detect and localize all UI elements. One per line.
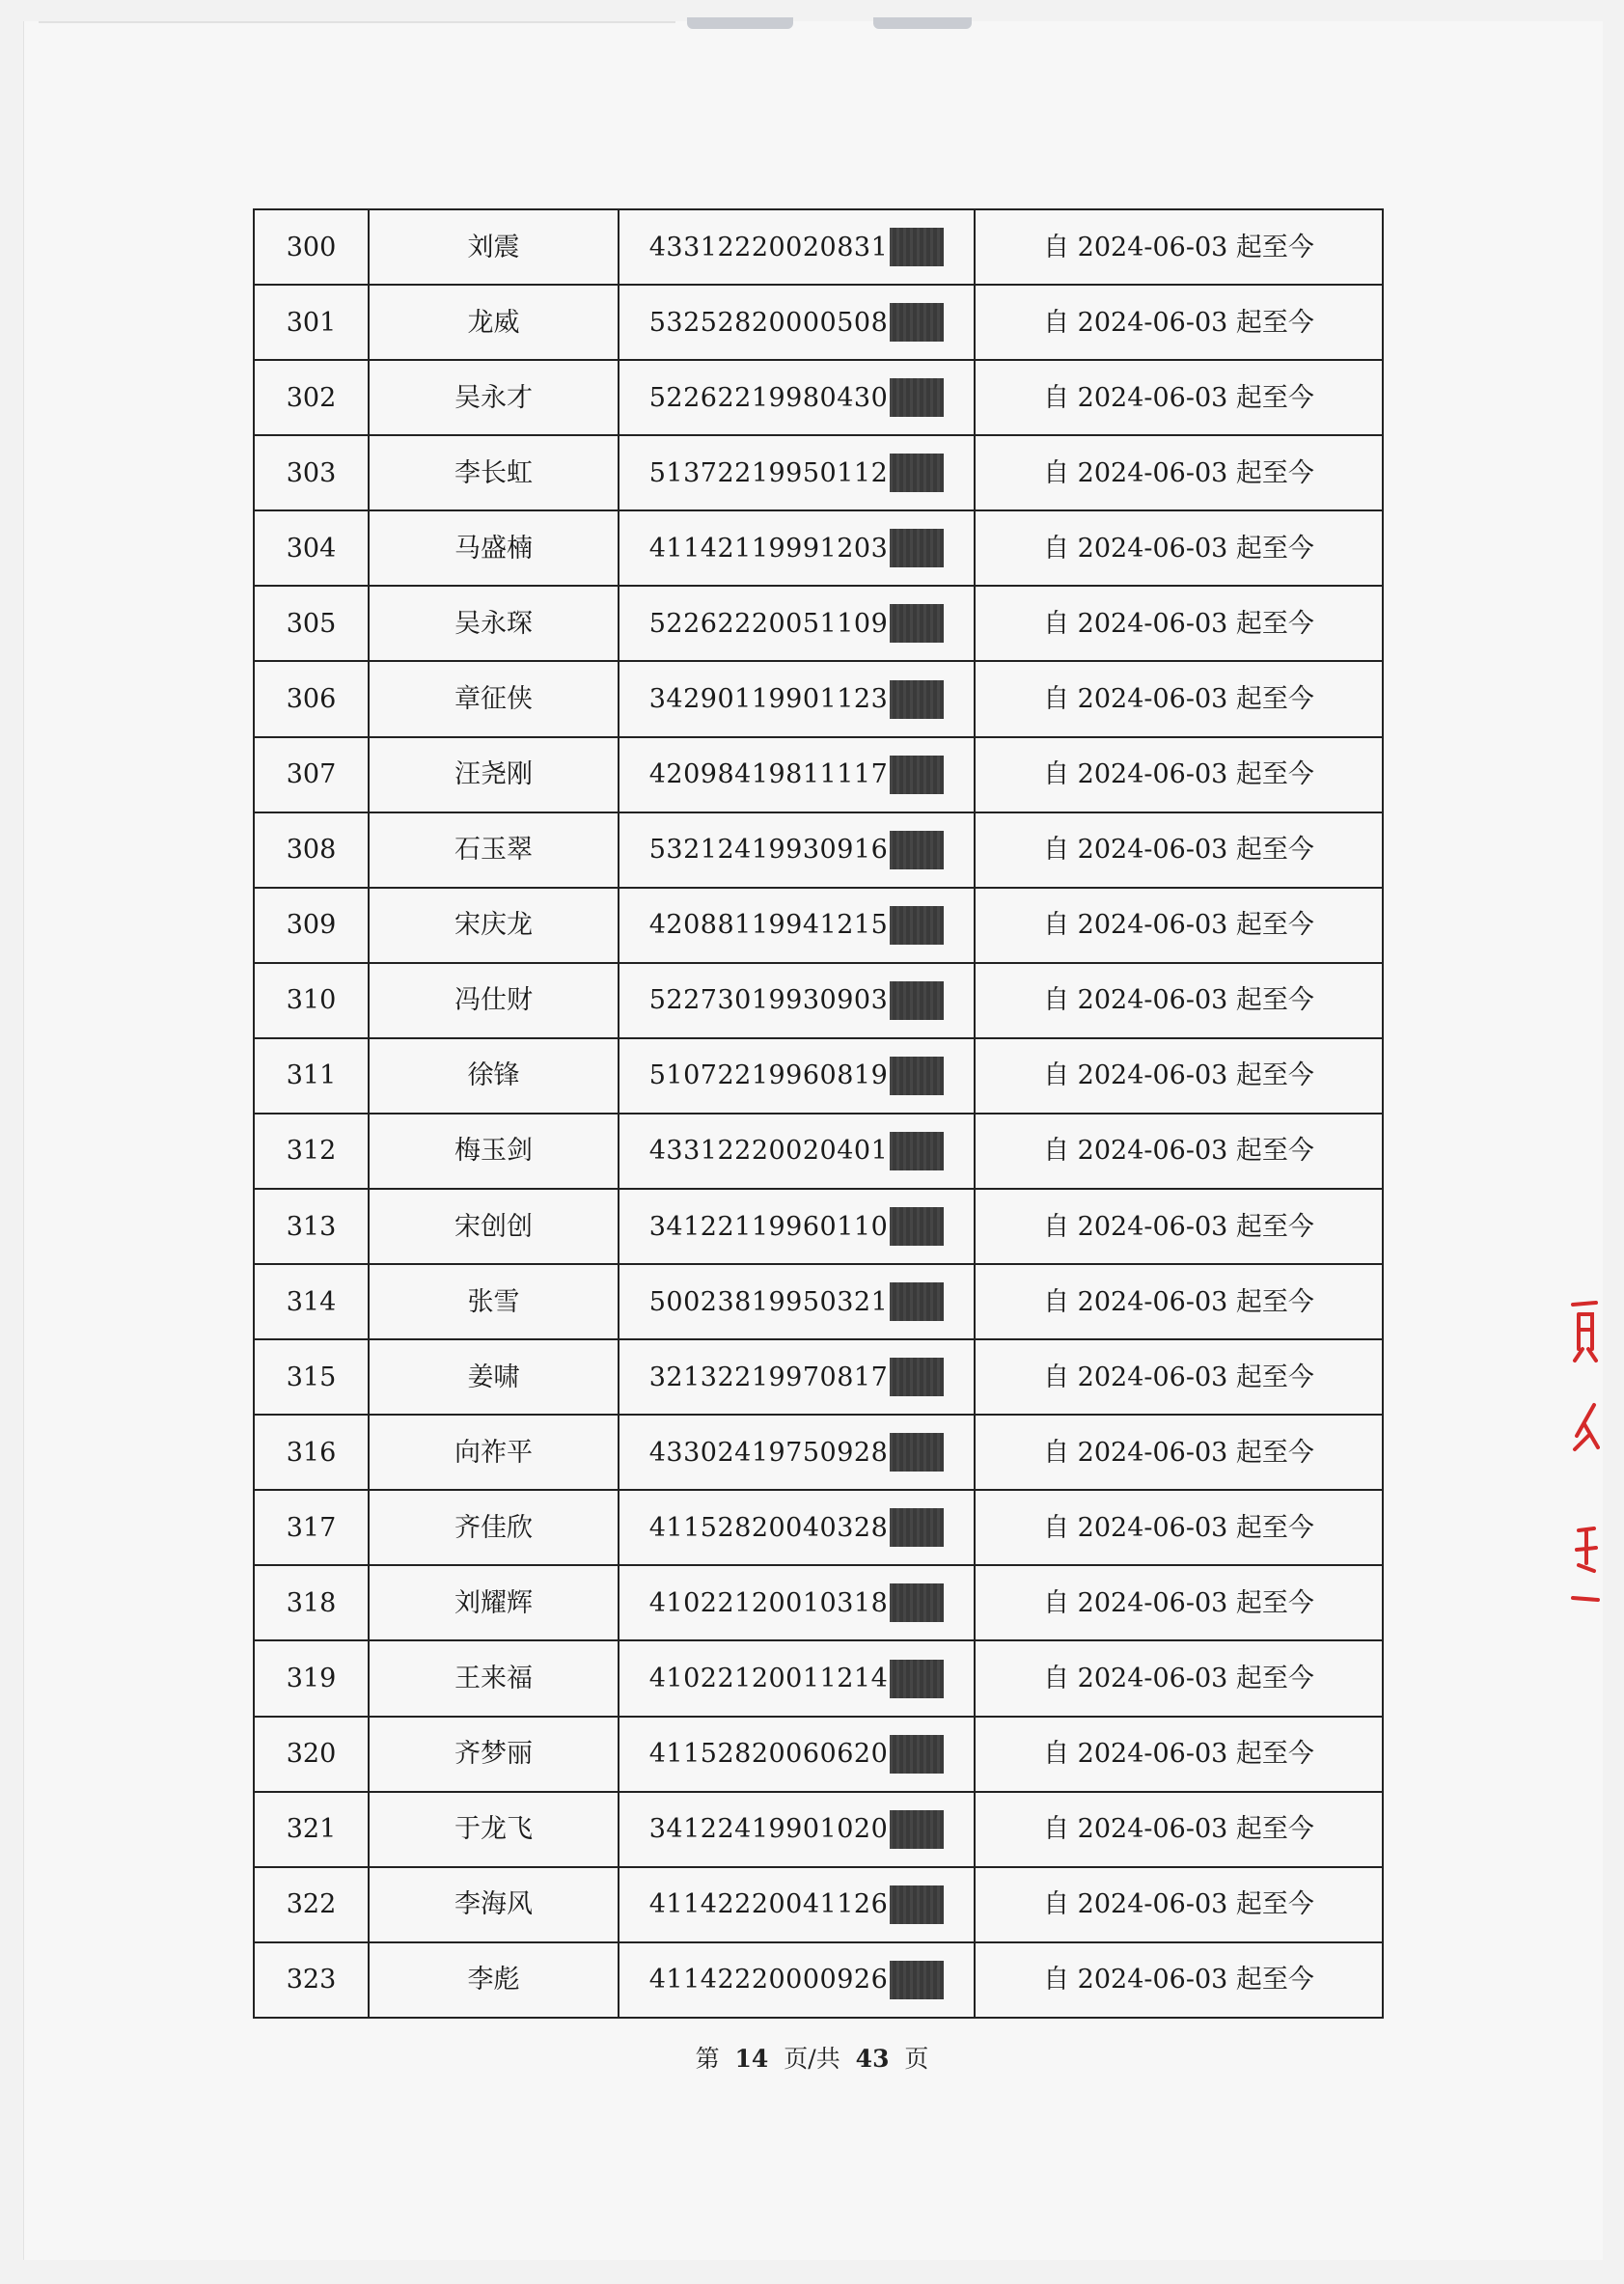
term-cell: 自 2024-06-03 起至今 (975, 1038, 1383, 1114)
term-cell: 自 2024-06-03 起至今 (975, 1339, 1383, 1415)
table-row (254, 963, 1383, 1038)
table-row (254, 737, 1383, 812)
table-row (254, 1114, 1383, 1189)
row-index-cell: 319 (254, 1640, 369, 1716)
table-row (254, 510, 1383, 586)
id-number-text: 52262220051109 (648, 608, 889, 639)
id-number-text: 32132219970817 (648, 1362, 889, 1392)
row-index-cell: 302 (254, 360, 369, 435)
id-number-cell (619, 1038, 975, 1114)
term-cell: 自 2024-06-03 起至今 (975, 1114, 1383, 1189)
id-number-cell (619, 510, 975, 586)
scan-mark (687, 17, 793, 29)
person-name-cell: 向祚平 (369, 1415, 619, 1490)
id-number-cell (619, 285, 975, 360)
person-name-cell: 冯仕财 (369, 963, 619, 1038)
id-number-text: 34122419901020 (648, 1814, 889, 1845)
id-number-text: 50023819950321 (648, 1286, 889, 1317)
redaction-block (890, 604, 944, 643)
person-name-cell: 吴永琛 (369, 586, 619, 661)
person-name-cell: 齐佳欣 (369, 1490, 619, 1565)
row-index-cell: 317 (254, 1490, 369, 1565)
person-name-cell: 马盛楠 (369, 510, 619, 586)
id-number-text: 41152820040328 (648, 1512, 889, 1543)
person-name-cell: 刘震 (369, 209, 619, 285)
table-row (254, 1792, 1383, 1867)
table-row (254, 1415, 1383, 1490)
row-index-cell: 300 (254, 209, 369, 285)
term-cell: 自 2024-06-03 起至今 (975, 1565, 1383, 1640)
redaction-block (890, 1057, 944, 1095)
redaction-block (890, 680, 944, 719)
redaction-block (890, 1660, 944, 1698)
id-number-text: 52273019930903 (648, 985, 889, 1016)
person-name-cell: 徐锋 (369, 1038, 619, 1114)
id-number-cell (619, 661, 975, 736)
id-number-cell (619, 209, 975, 285)
row-index-cell: 314 (254, 1264, 369, 1339)
redaction-block (890, 1207, 944, 1246)
term-cell: 自 2024-06-03 起至今 (975, 1867, 1383, 1942)
redaction-block (890, 981, 944, 1020)
roster-table-body (254, 209, 1383, 2018)
total-page-count: 43 (855, 2045, 890, 2073)
row-index-cell: 322 (254, 1867, 369, 1942)
id-number-text: 52262219980430 (648, 382, 889, 413)
id-number-cell (619, 1792, 975, 1867)
id-number-cell (619, 812, 975, 888)
redaction-block (890, 1282, 944, 1321)
term-cell: 自 2024-06-03 起至今 (975, 360, 1383, 435)
id-number-cell (619, 888, 975, 963)
redaction-block (890, 378, 944, 417)
redaction-block (890, 1132, 944, 1170)
id-number-text: 43312220020401 (648, 1136, 889, 1167)
term-cell: 自 2024-06-03 起至今 (975, 963, 1383, 1038)
person-name-cell: 李长虹 (369, 435, 619, 510)
id-number-cell (619, 586, 975, 661)
person-name-cell: 于龙飞 (369, 1792, 619, 1867)
person-name-cell: 梅玉剑 (369, 1114, 619, 1189)
id-number-cell (619, 963, 975, 1038)
id-number-text: 43312220020831 (648, 232, 889, 262)
seal-stamp-icon (1571, 1291, 1600, 1619)
id-number-text: 34290119901123 (648, 684, 889, 714)
id-number-text: 42088119941215 (648, 910, 889, 941)
table-row (254, 285, 1383, 360)
row-index-cell: 323 (254, 1942, 369, 2018)
id-number-cell (619, 1565, 975, 1640)
id-number-text: 53212419930916 (648, 835, 889, 866)
id-number-cell (619, 1189, 975, 1264)
table-row (254, 812, 1383, 888)
table-row (254, 1867, 1383, 1942)
current-page-number: 14 (734, 2045, 769, 2073)
term-cell: 自 2024-06-03 起至今 (975, 661, 1383, 736)
footer-suffix: 页 (904, 2045, 929, 2073)
table-row (254, 1189, 1383, 1264)
term-cell: 自 2024-06-03 起至今 (975, 209, 1383, 285)
footer-prefix: 第 (695, 2045, 720, 2073)
term-cell: 自 2024-06-03 起至今 (975, 737, 1383, 812)
table-row (254, 1565, 1383, 1640)
person-name-cell: 章征侠 (369, 661, 619, 736)
redaction-block (890, 228, 944, 266)
table-row (254, 360, 1383, 435)
redaction-block (890, 529, 944, 567)
row-index-cell: 301 (254, 285, 369, 360)
redaction-block (890, 906, 944, 945)
term-cell: 自 2024-06-03 起至今 (975, 888, 1383, 963)
term-cell: 自 2024-06-03 起至今 (975, 1640, 1383, 1716)
term-cell: 自 2024-06-03 起至今 (975, 812, 1383, 888)
id-number-text: 41142119991203 (648, 533, 889, 564)
row-index-cell: 305 (254, 586, 369, 661)
person-name-cell: 刘耀辉 (369, 1565, 619, 1640)
person-name-cell: 汪尧刚 (369, 737, 619, 812)
table-row (254, 1339, 1383, 1415)
id-number-cell (619, 1717, 975, 1792)
id-number-text: 41022120011214 (648, 1664, 889, 1694)
row-index-cell: 308 (254, 812, 369, 888)
row-index-cell: 310 (254, 963, 369, 1038)
redaction-block (890, 454, 944, 492)
row-index-cell: 312 (254, 1114, 369, 1189)
redaction-block (890, 831, 944, 869)
id-number-cell (619, 1942, 975, 2018)
redaction-block (890, 1508, 944, 1547)
id-number-cell (619, 1867, 975, 1942)
term-cell: 自 2024-06-03 起至今 (975, 1490, 1383, 1565)
row-index-cell: 311 (254, 1038, 369, 1114)
table-row (254, 586, 1383, 661)
id-number-text: 41152820060620 (648, 1739, 889, 1770)
person-name-cell: 宋创创 (369, 1189, 619, 1264)
redaction-block (890, 1810, 944, 1849)
id-number-cell (619, 1264, 975, 1339)
table-row (254, 209, 1383, 285)
row-index-cell: 316 (254, 1415, 369, 1490)
person-name-cell: 宋庆龙 (369, 888, 619, 963)
row-index-cell: 306 (254, 661, 369, 736)
person-name-cell: 龙威 (369, 285, 619, 360)
id-number-cell (619, 1490, 975, 1565)
table-row (254, 661, 1383, 736)
term-cell: 自 2024-06-03 起至今 (975, 1942, 1383, 2018)
redaction-block (890, 756, 944, 794)
person-name-cell: 石玉翠 (369, 812, 619, 888)
term-cell: 自 2024-06-03 起至今 (975, 1264, 1383, 1339)
table-row (254, 1264, 1383, 1339)
id-number-text: 53252820000508 (648, 307, 889, 338)
person-name-cell: 齐梦丽 (369, 1717, 619, 1792)
row-index-cell: 304 (254, 510, 369, 586)
table-row (254, 1717, 1383, 1792)
footer-middle: 页/共 (784, 2045, 840, 2073)
term-cell: 自 2024-06-03 起至今 (975, 586, 1383, 661)
redaction-block (890, 1583, 944, 1622)
term-cell: 自 2024-06-03 起至今 (975, 435, 1383, 510)
row-index-cell: 315 (254, 1339, 369, 1415)
id-number-text: 51072219960819 (648, 1060, 889, 1091)
table-row (254, 888, 1383, 963)
roster-table (253, 208, 1384, 2019)
id-number-text: 51372219950112 (648, 457, 889, 488)
person-name-cell: 王来福 (369, 1640, 619, 1716)
term-cell: 自 2024-06-03 起至今 (975, 1415, 1383, 1490)
id-number-cell (619, 1415, 975, 1490)
row-index-cell: 307 (254, 737, 369, 812)
id-number-text: 41142220000926 (648, 1965, 889, 1995)
row-index-cell: 303 (254, 435, 369, 510)
redaction-block (890, 1735, 944, 1774)
page-footer (0, 2040, 1624, 2075)
row-index-cell: 318 (254, 1565, 369, 1640)
row-index-cell: 321 (254, 1792, 369, 1867)
id-number-text: 41022120010318 (648, 1587, 889, 1618)
id-number-cell (619, 737, 975, 812)
term-cell: 自 2024-06-03 起至今 (975, 1189, 1383, 1264)
redaction-block (890, 1433, 944, 1472)
term-cell: 自 2024-06-03 起至今 (975, 285, 1383, 360)
redaction-block (890, 1885, 944, 1924)
id-number-text: 42098419811117 (648, 759, 889, 790)
person-name-cell: 李海风 (369, 1867, 619, 1942)
id-number-cell (619, 1339, 975, 1415)
term-cell: 自 2024-06-03 起至今 (975, 1792, 1383, 1867)
redaction-block (890, 303, 944, 342)
id-number-cell (619, 435, 975, 510)
id-number-cell (619, 1114, 975, 1189)
term-cell: 自 2024-06-03 起至今 (975, 1717, 1383, 1792)
table-row (254, 1490, 1383, 1565)
person-name-cell: 李彪 (369, 1942, 619, 2018)
scan-mark (873, 17, 972, 29)
row-index-cell: 320 (254, 1717, 369, 1792)
table-row (254, 1038, 1383, 1114)
person-name-cell: 张雪 (369, 1264, 619, 1339)
row-index-cell: 309 (254, 888, 369, 963)
row-index-cell: 313 (254, 1189, 369, 1264)
id-number-cell (619, 360, 975, 435)
person-name-cell: 吴永才 (369, 360, 619, 435)
id-number-cell (619, 1640, 975, 1716)
id-number-text: 41142220041126 (648, 1889, 889, 1920)
redaction-block (890, 1961, 944, 1999)
table-row (254, 1640, 1383, 1716)
table-row (254, 1942, 1383, 2018)
table-row (254, 435, 1383, 510)
scan-edge-line (39, 21, 675, 23)
term-cell: 自 2024-06-03 起至今 (975, 510, 1383, 586)
person-name-cell: 姜啸 (369, 1339, 619, 1415)
id-number-text: 34122119960110 (648, 1211, 889, 1242)
id-number-text: 43302419750928 (648, 1437, 889, 1468)
redaction-block (890, 1358, 944, 1396)
